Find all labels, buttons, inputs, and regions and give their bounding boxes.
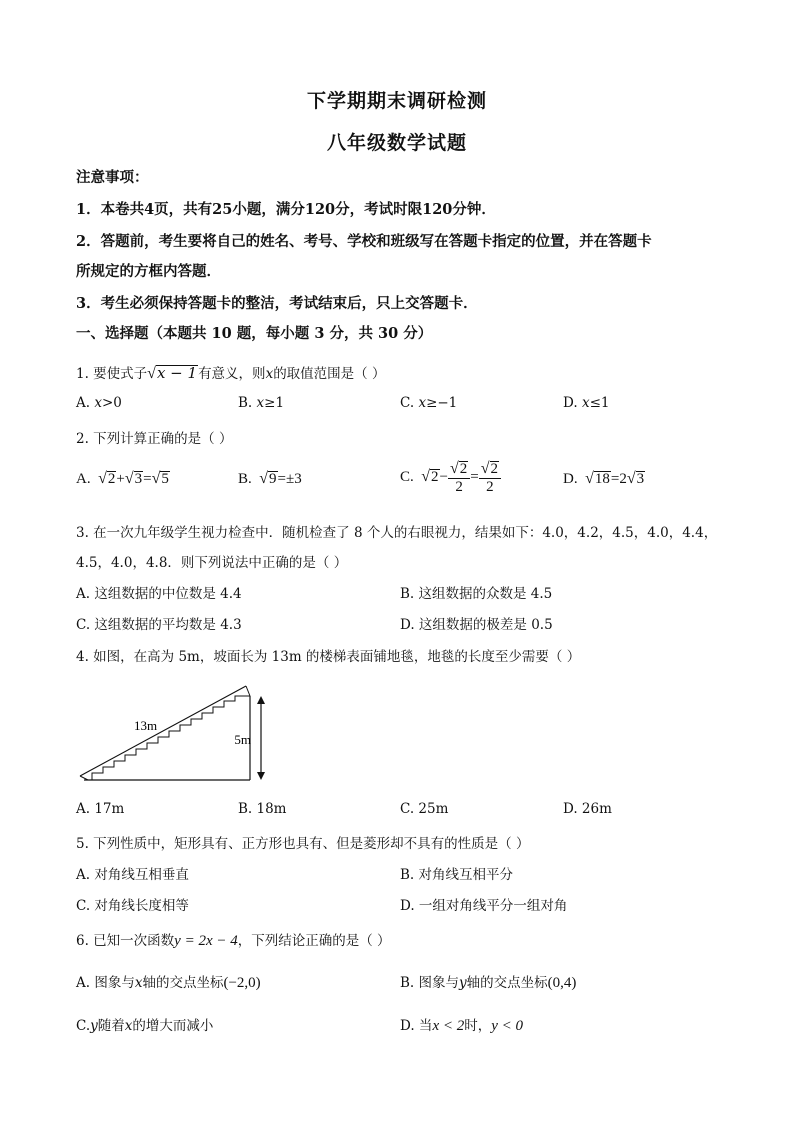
q3-option-a[interactable]: A. 这组数据的中位数是 4.4 — [76, 586, 242, 602]
question-2-stem: 2. 下列计算正确的是（ ） — [76, 431, 233, 447]
q5-option-a[interactable]: A. 对角线互相垂直 — [76, 867, 189, 883]
q2-option-a[interactable]: A. √2+√3=√5 — [76, 470, 169, 487]
q1-option-d[interactable]: D. x≤1 — [563, 395, 610, 411]
exam-title: 下学期期末调研检测 — [306, 90, 487, 112]
q4-option-c[interactable]: C. 25m — [400, 801, 449, 817]
q3-option-b[interactable]: B. 这组数据的众数是 4.5 — [400, 586, 553, 602]
question-3-stem-line-1: 3. 在一次九年级学生视力检查中．随机检查了 8 个人的右眼视力，结果如下：4.0，4.2，4.5，4.0，4.4， — [76, 525, 718, 541]
sqrt-expression: √x − 1 — [147, 364, 198, 382]
q2-option-d[interactable]: D. √18=2√3 — [563, 470, 645, 487]
note-item-2-cont: 所规定的方框内答题． — [76, 263, 221, 280]
question-1-stem: 1. 要使式子√x − 1有意义，则x的取值范围是（ ） — [76, 364, 386, 382]
q1-option-a[interactable]: A. x>0 — [76, 395, 122, 411]
q3-option-c[interactable]: C. 这组数据的平均数是 4.3 — [76, 617, 242, 633]
exam-subtitle: 八年级数学试题 — [326, 132, 467, 154]
question-3-stem-line-2: 4.5，4.0，4.8．则下列说法中正确的是（ ） — [76, 555, 348, 571]
slope-length-label: 13m — [134, 718, 158, 733]
section-heading: 一、选择题（本题共 10 题，每小题 3 分，共 30 分） — [76, 325, 433, 342]
staircase-figure — [76, 676, 276, 788]
q6-option-a[interactable]: A. 图象与x轴的交点坐标(−2,0) — [76, 975, 261, 991]
q4-option-d[interactable]: D. 26m — [563, 801, 612, 817]
q4-option-b[interactable]: B. 18m — [238, 801, 287, 817]
q2-option-c[interactable]: C. √2− $\frac{√2}{2}$ = $\frac{√2}{2}$ — [400, 460, 501, 495]
height-label: 5m — [234, 732, 251, 747]
q1-option-c[interactable]: C. x≥−1 — [400, 395, 458, 411]
q5-option-d[interactable]: D. 一组对角线平分一组对角 — [400, 898, 568, 914]
q6-option-d[interactable]: D. 当x < 2时，y < 0 — [400, 1018, 523, 1034]
note-item-1: 1．本卷共4页，共有25小题，满分120分，考试时限120分钟． — [76, 201, 496, 218]
note-item-3: 3．考生必须保持答题卡的整洁，考试结束后，只上交答题卡． — [76, 295, 478, 312]
q6-option-c[interactable]: C.y随着x的增大而减小 — [76, 1018, 214, 1034]
q6-option-b[interactable]: B. 图象与y轴的交点坐标(0,4) — [400, 975, 577, 991]
notes-heading: 注意事项： — [76, 169, 149, 186]
q3-option-d[interactable]: D. 这组数据的极差是 0.5 — [400, 617, 553, 633]
fraction: $\frac{√2}{2}$ — [448, 460, 470, 495]
q4-option-a[interactable]: A. 17m — [76, 801, 125, 817]
linear-function: y = 2x − 4 — [174, 933, 238, 949]
q5-option-b[interactable]: B. 对角线互相平分 — [400, 867, 514, 883]
q1-option-b[interactable]: B. x≥1 — [238, 395, 285, 411]
fraction: $\frac{√2}{2}$ — [479, 460, 501, 495]
stairs — [92, 696, 250, 780]
question-5-stem: 5. 下列性质中，矩形具有、正方形也具有、但是菱形却不具有的性质是（ ） — [76, 836, 530, 852]
q2-option-b[interactable]: B. √9=±3 — [238, 470, 302, 487]
question-6-stem: 6. 已知一次函数y = 2x − 4，下列结论正确的是（ ） — [76, 933, 391, 949]
note-item-2: 2．答题前，考生要将自己的姓名、考号、学校和班级写在答题卡指定的位置，并在答题卡 — [76, 233, 652, 250]
slope-line — [80, 686, 246, 776]
question-4-stem: 4. 如图，在高为 5m，坡面长为 13m 的楼梯表面铺地毯，地毯的长度至少需要（ ） — [76, 649, 581, 665]
q5-option-c[interactable]: C. 对角线长度相等 — [76, 898, 189, 914]
